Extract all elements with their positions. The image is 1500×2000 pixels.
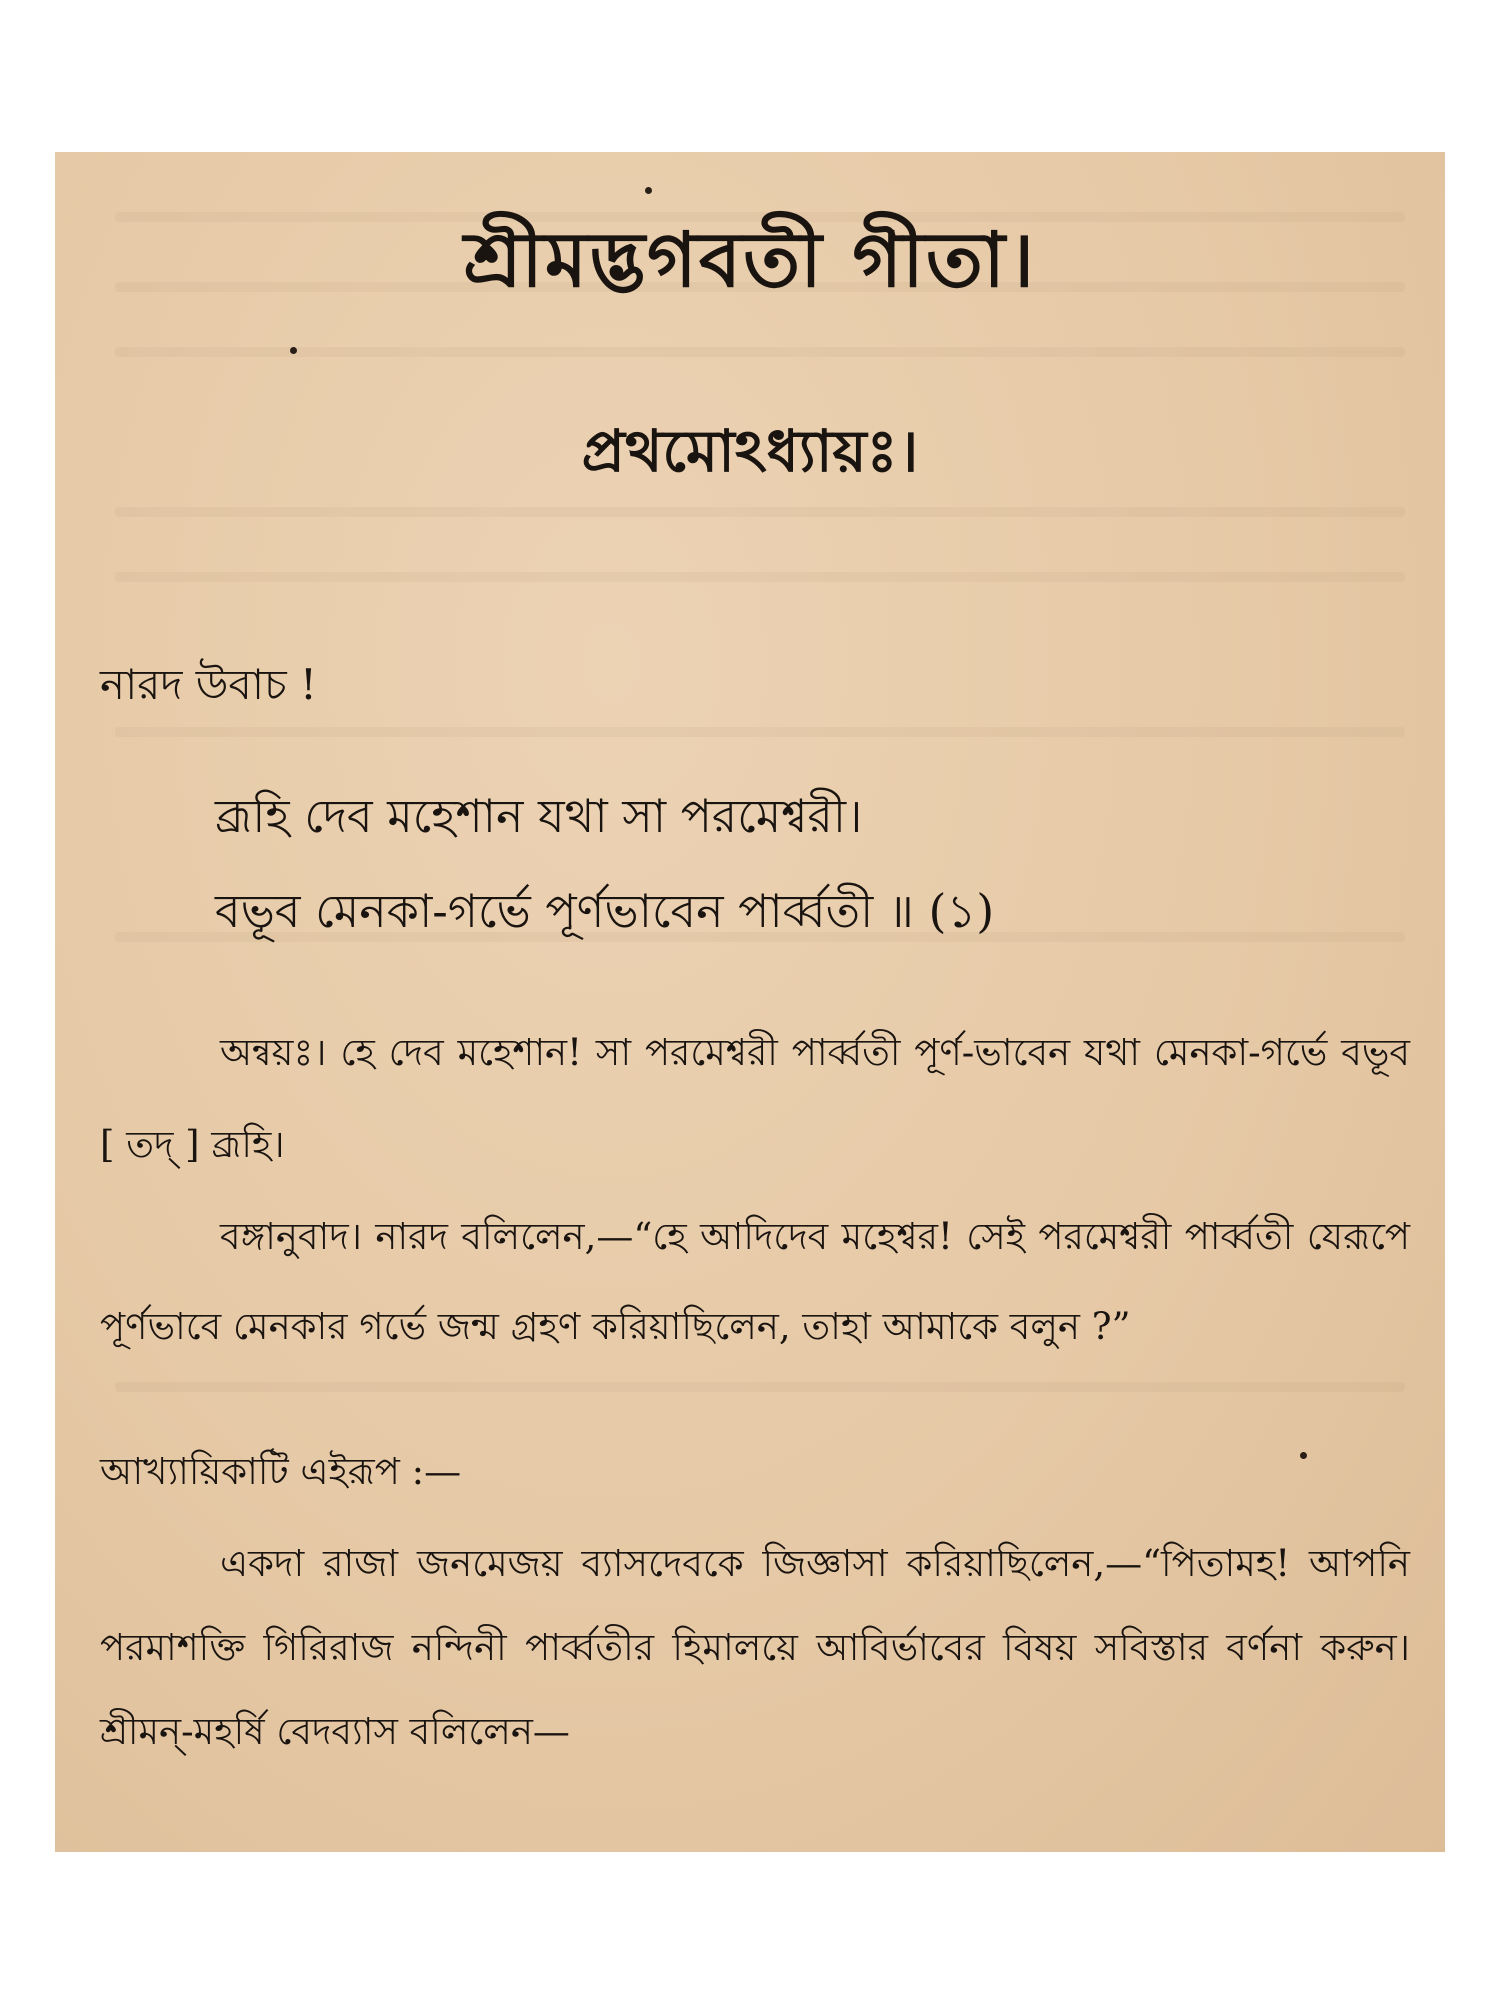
bleed-through-line xyxy=(115,1382,1405,1392)
bleed-through-line xyxy=(115,347,1405,357)
book-page xyxy=(55,152,1445,1852)
speaker-label: নারদ উবাচ ! xyxy=(100,660,317,709)
story-intro: আখ্যায়িকাটি এইরূপ :— xyxy=(100,1450,462,1493)
ink-speck xyxy=(1300,1452,1307,1459)
book-title: শ্রীমদ্ভগবতী গীতা। xyxy=(463,215,1037,304)
chapter-heading: প্রথমোঽধ্যায়ঃ। xyxy=(581,417,919,485)
verse-line-1: ব্রূহি দেব মহেশান যথা সা পরমেশ্বরী। xyxy=(215,789,863,843)
ink-speck xyxy=(645,187,652,194)
bleed-through-line xyxy=(115,727,1405,737)
bleed-through-line xyxy=(115,572,1405,582)
bleed-through-line xyxy=(115,507,1405,517)
ink-speck xyxy=(290,347,297,354)
verse-line-2: বভূব মেনকা-গর্ভে পূর্ণভাবেন পার্ব্বতী ॥ (১) xyxy=(215,884,995,938)
story-paragraph: একদা রাজা জনমেজয় ব্যাসদেবকে জিজ্ঞাসা করিয়াছিলেন,—“পিতামহ! আপনি পরমাশক্তি গিরিরাজ নন্দিনী পার্ব্বতীর হিমালয়ে আবির্ভাবের বিষয় সবিস্তার বর্ণনা করুন। শ্রীমন্-মহর্ষি বেদব্যাস বলিলেন— xyxy=(100,1542,1410,1753)
translation-paragraph: বঙ্গানুবাদ। নারদ বলিলেন,—“হে আদিদেব মহেশ্বর! সেই পরমেশ্বরী পার্ব্বতী যেরূপে পূর্ণভাবে মেনকার গর্ভে জন্ম গ্রহণ করিয়াছিলেন, তাহা আমাকে বলুন ?” xyxy=(100,1215,1410,1348)
anvaya-paragraph: অন্বয়ঃ। হে দেব মহেশান! সা পরমেশ্বরী পার্ব্বতী পূর্ণ-ভাবেন যথা মেনকা-গর্ভে বভূব [ তদ্ ] ব্রূহি। xyxy=(100,1031,1410,1166)
